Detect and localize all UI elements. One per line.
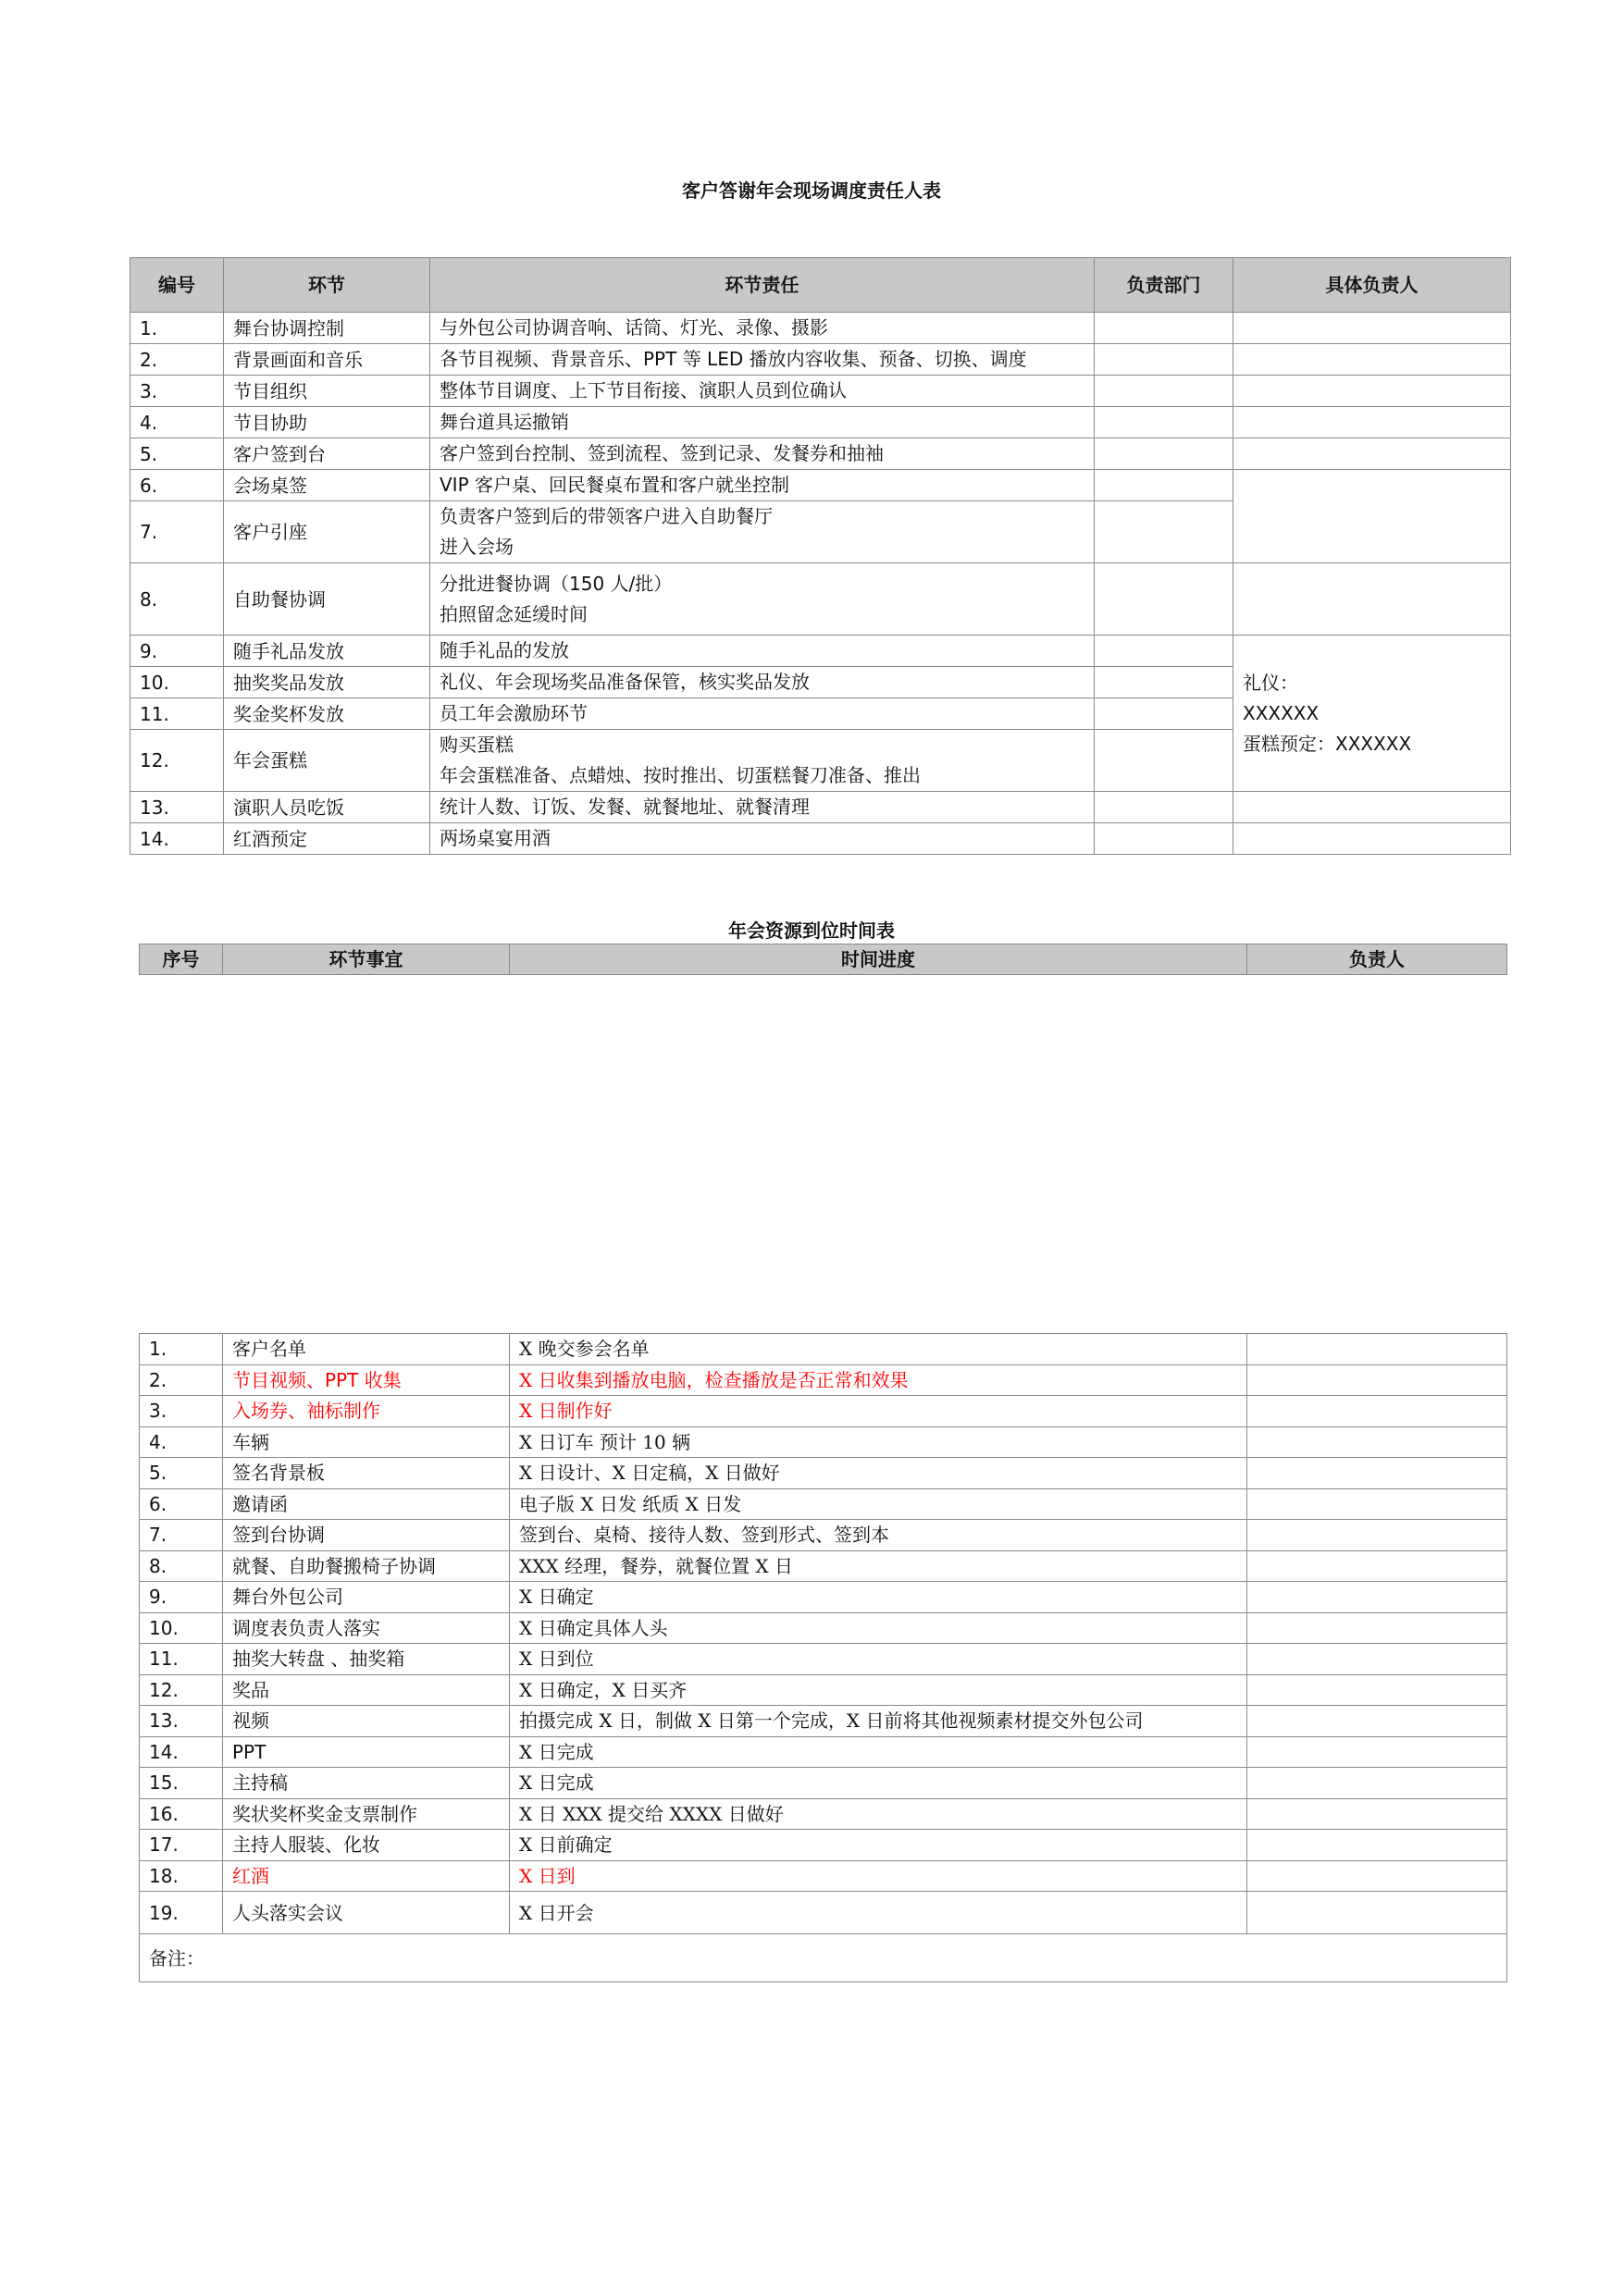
- table1-row: [130, 438, 1511, 470]
- row-dept: [1095, 636, 1233, 667]
- row-number: 5.: [130, 438, 224, 470]
- row-duty: [430, 438, 1095, 470]
- row-person: [1233, 376, 1511, 407]
- row-progress: X 日确定，X 日买齐: [510, 1674, 1247, 1706]
- row-item: 奖品: [223, 1674, 510, 1706]
- row-progress: X 日订车 预计 10 辆: [510, 1426, 1247, 1458]
- row-stage: 节目组织: [224, 376, 430, 407]
- row-duty-line: 客户签到台控制、签到流程、签到记录、发餐券和抽袖: [440, 442, 884, 464]
- row-number: 11.: [130, 698, 224, 730]
- table1-row: [130, 313, 1511, 344]
- row-dept: [1095, 792, 1233, 823]
- row-duty-line: 礼仪、年会现场奖品准备保管，核实奖品发放: [440, 671, 810, 693]
- table1-row: [130, 563, 1511, 636]
- table1-title: 客户答谢年会现场调度责任人表: [682, 179, 941, 202]
- header-stage: 环节: [224, 258, 430, 313]
- row-seq: 7.: [140, 1520, 223, 1551]
- row-seq: 16.: [140, 1798, 223, 1830]
- row-item: 节目视频、PPT 收集: [223, 1364, 510, 1396]
- table2-row: [140, 1830, 1507, 1861]
- row-stage: 背景画面和音乐: [224, 344, 430, 376]
- row-seq: 8.: [140, 1550, 223, 1582]
- table2-row: [140, 1644, 1507, 1675]
- row-progress: X 日收集到播放电脑，检查播放是否正常和效果: [510, 1364, 1247, 1396]
- row-seq: 15.: [140, 1768, 223, 1799]
- row-seq: 2.: [140, 1364, 223, 1396]
- row-item: 调度表负责人落实: [223, 1612, 510, 1644]
- row-owner: [1247, 1488, 1507, 1520]
- table2-row: [140, 1582, 1507, 1613]
- row-owner: [1247, 1768, 1507, 1799]
- row-stage: 红酒预定: [224, 823, 430, 855]
- row-progress: X 日到位: [510, 1644, 1247, 1675]
- row-number: 3.: [130, 376, 224, 407]
- row-dept: [1095, 563, 1233, 636]
- row-item: 人头落实会议: [223, 1892, 510, 1934]
- resource-table-header: [139, 944, 1507, 975]
- row-number: 4.: [130, 407, 224, 438]
- row-progress: X 日前确定: [510, 1830, 1247, 1861]
- row-duty: [430, 698, 1095, 730]
- row-number: 1.: [130, 313, 224, 344]
- row-duty-line: 整体节目调度、上下节目衔接、演职人员到位确认: [440, 379, 847, 401]
- row-item: 签名背景板: [223, 1458, 510, 1489]
- table1-row: [130, 823, 1511, 855]
- row-owner: [1247, 1830, 1507, 1861]
- row-person: [1233, 470, 1511, 563]
- table2-header-row: [140, 944, 1507, 975]
- row-progress: X 日开会: [510, 1892, 1247, 1934]
- row-stage: 抽奖奖品发放: [224, 667, 430, 698]
- table1-header-row: [130, 258, 1511, 313]
- row-duty: [430, 730, 1095, 792]
- row-stage: 随手礼品发放: [224, 636, 430, 667]
- row-duty-line: 年会蛋糕准备、点蜡烛、按时推出、切蛋糕餐刀准备、推出: [440, 764, 921, 786]
- row-duty: [430, 667, 1095, 698]
- row-stage: 会场桌签: [224, 470, 430, 501]
- header-seq: 序号: [140, 944, 223, 975]
- row-seq: 5.: [140, 1458, 223, 1489]
- row-number: 7.: [130, 501, 224, 563]
- row-duty-line: 分批进餐协调（150 人/批）: [440, 572, 673, 595]
- row-seq: 3.: [140, 1396, 223, 1427]
- row-duty-line: 随手礼品的发放: [440, 639, 569, 661]
- row-item: 车辆: [223, 1426, 510, 1458]
- row-dept: [1095, 407, 1233, 438]
- row-person: [1233, 823, 1511, 855]
- row-seq: 11.: [140, 1644, 223, 1675]
- row-duty: [430, 470, 1095, 501]
- row-item: 入场券、袖标制作: [223, 1396, 510, 1427]
- header-owner: 负责人: [1247, 944, 1507, 975]
- row-dept: [1095, 823, 1233, 855]
- row-seq: 19.: [140, 1892, 223, 1934]
- row-number: 2.: [130, 344, 224, 376]
- row-number: 6.: [130, 470, 224, 501]
- row-dept: [1095, 376, 1233, 407]
- row-owner: [1247, 1674, 1507, 1706]
- person-block-line: 礼仪：: [1243, 671, 1298, 694]
- table1-row: [130, 792, 1511, 823]
- header-item: 环节事宜: [223, 944, 510, 975]
- table2-row: [140, 1334, 1507, 1365]
- row-progress: X 日确定具体人头: [510, 1612, 1247, 1644]
- row-stage: 舞台协调控制: [224, 313, 430, 344]
- note-row: [140, 1934, 1507, 1982]
- row-duty-line: VIP 客户桌、回民餐桌布置和客户就坐控制: [440, 474, 789, 496]
- row-dept: [1095, 438, 1233, 470]
- row-stage: 自助餐协调: [224, 563, 430, 636]
- row-dept: [1095, 470, 1233, 501]
- header-person: 具体负责人: [1233, 258, 1511, 313]
- row-owner: [1247, 1458, 1507, 1489]
- table1-row: [130, 470, 1511, 501]
- person-block-line: 蛋糕预定：XXXXXX: [1243, 732, 1412, 755]
- table2-row: [140, 1488, 1507, 1520]
- person-block: [1233, 636, 1511, 792]
- table2-row: [140, 1892, 1507, 1934]
- row-owner: [1247, 1892, 1507, 1934]
- row-owner: [1247, 1550, 1507, 1582]
- table1-row: [130, 407, 1511, 438]
- row-owner: [1247, 1706, 1507, 1737]
- table2-title: 年会资源到位时间表: [728, 920, 895, 942]
- row-duty: [430, 407, 1095, 438]
- row-dept: [1095, 313, 1233, 344]
- row-progress: X 日确定: [510, 1582, 1247, 1613]
- row-stage: 节目协助: [224, 407, 430, 438]
- person-block-line: XXXXXX: [1243, 701, 1319, 724]
- row-progress: X 日 XXX 提交给 XXXX 日做好: [510, 1798, 1247, 1830]
- row-owner: [1247, 1396, 1507, 1427]
- row-duty-line: 负责客户签到后的带领客户进入自助餐厅: [440, 505, 773, 527]
- row-owner: [1247, 1426, 1507, 1458]
- table2-row: [140, 1706, 1507, 1737]
- row-stage: 客户签到台: [224, 438, 430, 470]
- row-item: 客户名单: [223, 1334, 510, 1365]
- row-owner: [1247, 1582, 1507, 1613]
- resource-table: [139, 1333, 1507, 1982]
- row-owner: [1247, 1520, 1507, 1551]
- row-progress: X 日完成: [510, 1768, 1247, 1799]
- row-item: 邀请函: [223, 1488, 510, 1520]
- row-number: 8.: [130, 563, 224, 636]
- row-seq: 1.: [140, 1334, 223, 1365]
- row-progress: X 日完成: [510, 1736, 1247, 1768]
- header-progress: 时间进度: [510, 944, 1247, 975]
- row-duty-line: 统计人数、订饭、发餐、就餐地址、就餐清理: [440, 796, 810, 818]
- row-number: 14.: [130, 823, 224, 855]
- table2-row: [140, 1798, 1507, 1830]
- row-progress: X 日设计、X 日定稿，X 日做好: [510, 1458, 1247, 1489]
- row-duty: [430, 344, 1095, 376]
- row-person: [1233, 407, 1511, 438]
- row-duty: [430, 823, 1095, 855]
- row-person: [1233, 792, 1511, 823]
- row-progress: X 日到: [510, 1860, 1247, 1892]
- row-seq: 9.: [140, 1582, 223, 1613]
- row-owner: [1247, 1612, 1507, 1644]
- row-progress: 拍摄完成 X 日，制做 X 日第一个完成，X 日前将其他视频素材提交外包公司: [510, 1706, 1247, 1737]
- table1-row: [130, 636, 1511, 667]
- row-duty-line: 两场桌宴用酒: [440, 827, 551, 849]
- table2-row: [140, 1396, 1507, 1427]
- row-number: 9.: [130, 636, 224, 667]
- row-duty: [430, 376, 1095, 407]
- row-item: PPT: [223, 1736, 510, 1768]
- header-dept: 负责部门: [1095, 258, 1233, 313]
- responsibility-table: [130, 257, 1511, 855]
- row-owner: [1247, 1644, 1507, 1675]
- row-item: 视频: [223, 1706, 510, 1737]
- row-owner: [1247, 1736, 1507, 1768]
- table2-row: [140, 1612, 1507, 1644]
- row-item: 红酒: [223, 1860, 510, 1892]
- row-stage: 客户引座: [224, 501, 430, 563]
- row-owner: [1247, 1798, 1507, 1830]
- table2-row: [140, 1860, 1507, 1892]
- row-duty-line: 进入会场: [440, 536, 514, 558]
- row-progress: X 晚交参会名单: [510, 1334, 1247, 1365]
- row-item: 就餐、自助餐搬椅子协调: [223, 1550, 510, 1582]
- note-cell: 备注：: [140, 1934, 1507, 1982]
- row-item: 舞台外包公司: [223, 1582, 510, 1613]
- row-seq: 6.: [140, 1488, 223, 1520]
- table2-row: [140, 1426, 1507, 1458]
- row-owner: [1247, 1364, 1507, 1396]
- row-seq: 17.: [140, 1830, 223, 1861]
- row-person: [1233, 344, 1511, 376]
- table2-row: [140, 1364, 1507, 1396]
- table1-row: [130, 344, 1511, 376]
- row-stage: 年会蛋糕: [224, 730, 430, 792]
- row-person: [1233, 563, 1511, 636]
- row-duty-line: 各节目视频、背景音乐、PPT 等 LED 播放内容收集、预备、切换、调度: [440, 348, 1027, 370]
- row-progress: X 日制作好: [510, 1396, 1247, 1427]
- row-seq: 10.: [140, 1612, 223, 1644]
- row-duty-line: 与外包公司协调音响、话筒、灯光、录像、摄影: [440, 316, 828, 339]
- row-duty: [430, 636, 1095, 667]
- row-number: 10.: [130, 667, 224, 698]
- row-person: [1233, 313, 1511, 344]
- row-progress: 电子版 X 日发 纸质 X 日发: [510, 1488, 1247, 1520]
- row-duty: [430, 313, 1095, 344]
- table1-row: [130, 376, 1511, 407]
- row-progress: XXX 经理，餐券，就餐位置 X 日: [510, 1550, 1247, 1582]
- row-duty: [430, 792, 1095, 823]
- row-seq: 14.: [140, 1736, 223, 1768]
- row-dept: [1095, 344, 1233, 376]
- row-person: [1233, 438, 1511, 470]
- table2-row: [140, 1768, 1507, 1799]
- row-item: 主持稿: [223, 1768, 510, 1799]
- row-item: 抽奖大转盘 、抽奖箱: [223, 1644, 510, 1675]
- table2-row: [140, 1550, 1507, 1582]
- row-duty-line: 舞台道具运撤销: [440, 411, 569, 433]
- row-item: 主持人服装、化妆: [223, 1830, 510, 1861]
- table2-row: [140, 1736, 1507, 1768]
- row-stage: 奖金奖杯发放: [224, 698, 430, 730]
- row-duty-line: 购买蛋糕: [440, 734, 514, 756]
- row-seq: 13.: [140, 1706, 223, 1737]
- header-no: 编号: [130, 258, 224, 313]
- row-duty-line: 拍照留念延缓时间: [440, 602, 588, 625]
- table2-row: [140, 1458, 1507, 1489]
- row-dept: [1095, 730, 1233, 792]
- row-dept: [1095, 501, 1233, 563]
- row-number: 12.: [130, 730, 224, 792]
- row-owner: [1247, 1860, 1507, 1892]
- row-number: 13.: [130, 792, 224, 823]
- row-dept: [1095, 698, 1233, 730]
- row-duty: [430, 501, 1095, 563]
- row-seq: 12.: [140, 1674, 223, 1706]
- row-duty-line: 员工年会激励环节: [440, 702, 588, 724]
- row-seq: 18.: [140, 1860, 223, 1892]
- table2-row: [140, 1674, 1507, 1706]
- row-dept: [1095, 667, 1233, 698]
- row-owner: [1247, 1334, 1507, 1365]
- row-item: 签到台协调: [223, 1520, 510, 1551]
- row-seq: 4.: [140, 1426, 223, 1458]
- header-duty: 环节责任: [430, 258, 1095, 313]
- row-duty: [430, 563, 1095, 636]
- row-item: 奖状奖杯奖金支票制作: [223, 1798, 510, 1830]
- table2-row: [140, 1520, 1507, 1551]
- row-stage: 演职人员吃饭: [224, 792, 430, 823]
- row-progress: 签到台、桌椅、接待人数、签到形式、签到本: [510, 1520, 1247, 1551]
